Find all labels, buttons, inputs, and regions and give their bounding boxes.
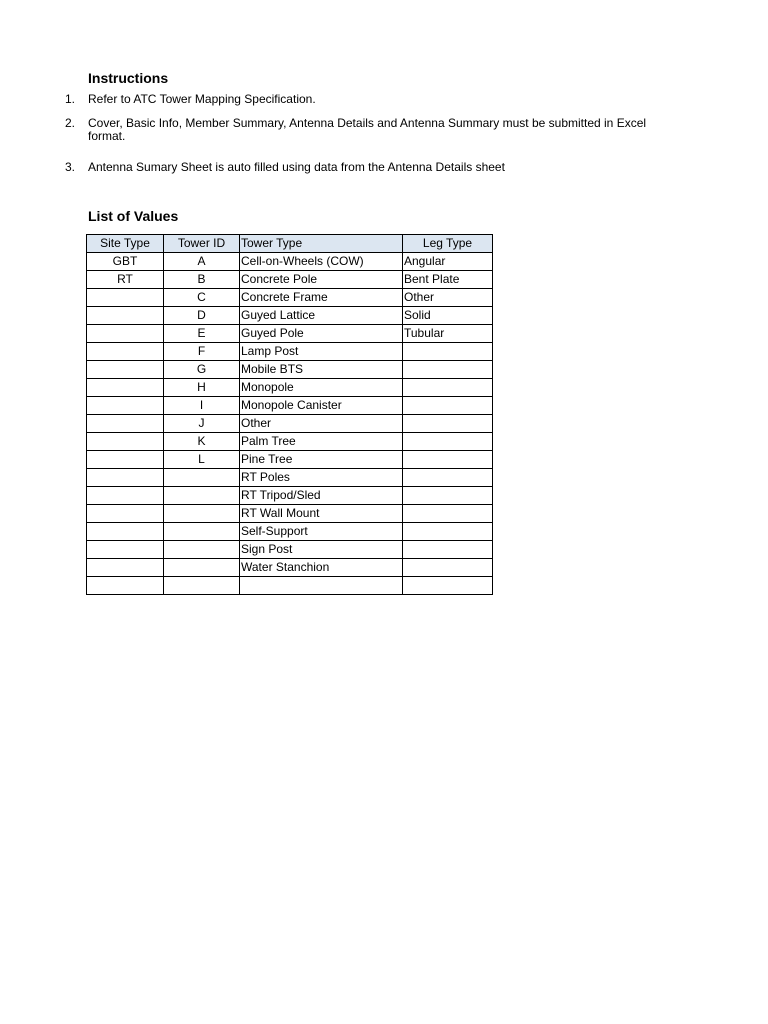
cell-tower-type: Sign Post	[240, 541, 403, 559]
cell-leg-type	[403, 523, 493, 541]
cell-tower-type: RT Tripod/Sled	[240, 487, 403, 505]
cell-leg-type	[403, 505, 493, 523]
table-row	[87, 505, 493, 523]
cell-tower-id: B	[164, 271, 240, 289]
instruction-number: 1.	[65, 92, 76, 106]
cell-tower-type: Concrete Pole	[240, 271, 403, 289]
cell-leg-type: Bent Plate	[403, 271, 493, 289]
cell-tower-id: F	[164, 343, 240, 361]
cell-site-type	[87, 523, 164, 541]
list-of-values-table	[86, 234, 493, 595]
table-row	[87, 379, 493, 397]
cell-site-type	[87, 577, 164, 595]
table-row	[87, 469, 493, 487]
instruction-item	[0, 93, 678, 106]
cell-tower-type: Monopole	[240, 379, 403, 397]
cell-tower-id: A	[164, 253, 240, 271]
cell-site-type	[87, 361, 164, 379]
cell-leg-type	[403, 559, 493, 577]
cell-tower-type: Guyed Pole	[240, 325, 403, 343]
table-row	[87, 487, 493, 505]
cell-site-type	[87, 325, 164, 343]
cell-tower-id: G	[164, 361, 240, 379]
cell-tower-id: I	[164, 397, 240, 415]
table-row	[87, 289, 493, 307]
cell-site-type	[87, 343, 164, 361]
cell-leg-type	[403, 433, 493, 451]
instruction-text: Cover, Basic Info, Member Summary, Antenna Details and Antenna Summary must be submitted in Excel format.	[88, 116, 647, 143]
cell-site-type	[87, 541, 164, 559]
cell-leg-type	[403, 397, 493, 415]
cell-site-type	[87, 451, 164, 469]
cell-site-type	[87, 397, 164, 415]
cell-leg-type: Angular	[403, 253, 493, 271]
cell-site-type: GBT	[87, 253, 164, 271]
table-row	[87, 343, 493, 361]
cell-tower-id	[164, 523, 240, 541]
cell-site-type	[87, 379, 164, 397]
cell-leg-type	[403, 469, 493, 487]
cell-tower-type: Self-Support	[240, 523, 403, 541]
cell-tower-id: K	[164, 433, 240, 451]
cell-tower-id: E	[164, 325, 240, 343]
cell-tower-type	[240, 577, 403, 595]
cell-leg-type: Tubular	[403, 325, 493, 343]
cell-tower-type: Concrete Frame	[240, 289, 403, 307]
table-row	[87, 397, 493, 415]
table-body	[87, 253, 493, 595]
cell-tower-type: RT Poles	[240, 469, 403, 487]
cell-site-type	[87, 289, 164, 307]
cell-tower-id: D	[164, 307, 240, 325]
list-of-values-heading: List of Values	[88, 208, 179, 224]
header-tower-id: Tower ID	[164, 235, 240, 253]
instruction-number: 3.	[65, 160, 76, 174]
cell-tower-type: Pine Tree	[240, 451, 403, 469]
table-row	[87, 361, 493, 379]
cell-leg-type	[403, 487, 493, 505]
cell-site-type	[87, 433, 164, 451]
instruction-item	[0, 161, 678, 174]
cell-leg-type	[403, 415, 493, 433]
table-row	[87, 415, 493, 433]
cell-site-type	[87, 415, 164, 433]
table-row	[87, 433, 493, 451]
cell-leg-type: Other	[403, 289, 493, 307]
cell-site-type	[87, 307, 164, 325]
cell-tower-type: Guyed Lattice	[240, 307, 403, 325]
table-row	[87, 523, 493, 541]
cell-tower-id	[164, 469, 240, 487]
table-row	[87, 451, 493, 469]
cell-leg-type	[403, 451, 493, 469]
cell-tower-type: Lamp Post	[240, 343, 403, 361]
table-row	[87, 559, 493, 577]
instructions-list	[0, 93, 700, 185]
header-leg-type: Leg Type	[403, 235, 493, 253]
instruction-text: Antenna Sumary Sheet is auto filled using data from the Antenna Details sheet	[88, 160, 505, 174]
table-header-row	[87, 235, 493, 253]
cell-tower-id	[164, 487, 240, 505]
table-row	[87, 325, 493, 343]
cell-leg-type	[403, 541, 493, 559]
instruction-number: 2.	[65, 116, 76, 130]
cell-site-type	[87, 505, 164, 523]
cell-tower-id: C	[164, 289, 240, 307]
header-site-type: Site Type	[87, 235, 164, 253]
cell-leg-type	[403, 343, 493, 361]
table-row	[87, 253, 493, 271]
cell-leg-type	[403, 361, 493, 379]
cell-tower-type: Palm Tree	[240, 433, 403, 451]
cell-tower-id: J	[164, 415, 240, 433]
cell-tower-id: H	[164, 379, 240, 397]
header-tower-type: Tower Type	[240, 235, 403, 253]
table-row	[87, 541, 493, 559]
cell-site-type: RT	[87, 271, 164, 289]
cell-tower-type: Cell-on-Wheels (COW)	[240, 253, 403, 271]
instructions-heading: Instructions	[88, 70, 169, 86]
cell-tower-type: RT Wall Mount	[240, 505, 403, 523]
cell-leg-type	[403, 577, 493, 595]
cell-leg-type	[403, 379, 493, 397]
instruction-text: Refer to ATC Tower Mapping Specification.	[88, 92, 316, 106]
cell-site-type	[87, 469, 164, 487]
table-row	[87, 577, 493, 595]
cell-tower-type: Water Stanchion	[240, 559, 403, 577]
cell-tower-id	[164, 505, 240, 523]
cell-tower-id	[164, 541, 240, 559]
cell-tower-id	[164, 577, 240, 595]
cell-leg-type: Solid	[403, 307, 493, 325]
cell-site-type	[87, 487, 164, 505]
cell-tower-type: Monopole Canister	[240, 397, 403, 415]
cell-tower-id: L	[164, 451, 240, 469]
table-row	[87, 307, 493, 325]
instruction-item	[0, 117, 678, 143]
cell-tower-id	[164, 559, 240, 577]
cell-site-type	[87, 559, 164, 577]
table-row	[87, 271, 493, 289]
cell-tower-type: Mobile BTS	[240, 361, 403, 379]
cell-tower-type: Other	[240, 415, 403, 433]
